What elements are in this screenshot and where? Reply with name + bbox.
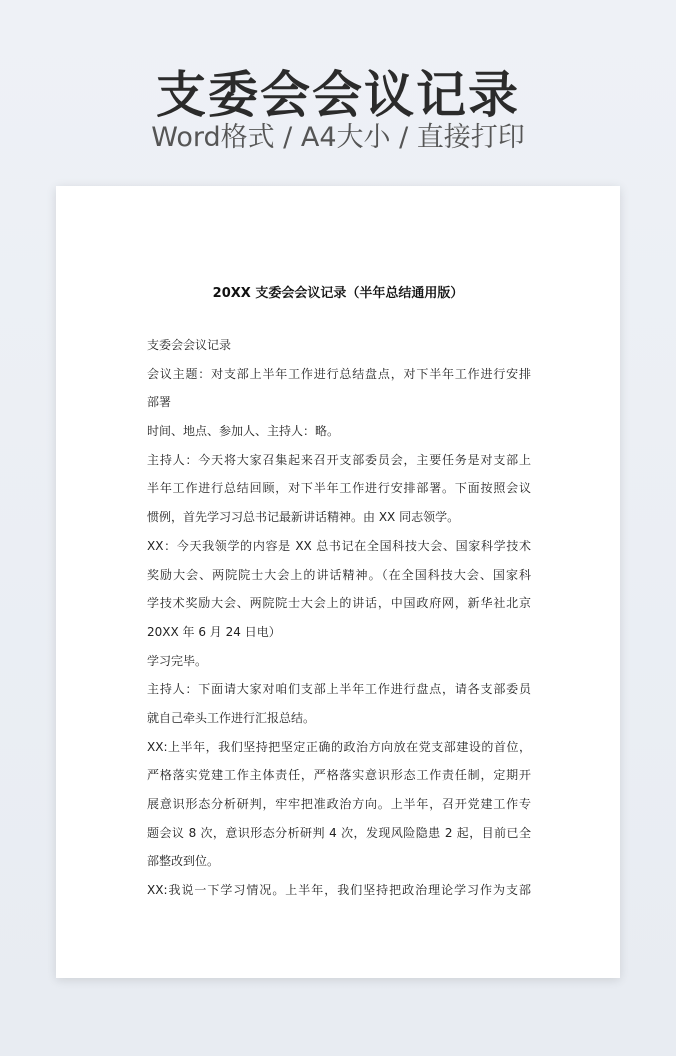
body-line: 主持人：下面请大家对咱们支部上半年工作进行盘点，请各支部委员 [147, 682, 531, 697]
body-line: 主持人：今天将大家召集起来召开支部委员会，主要任务是对支部上 [147, 452, 531, 467]
body-line: 展意识形态分析研判，牢牢把准政治方向。上半年，召开党建工作专 [147, 797, 531, 811]
body-line: 惯例，首先学习习总书记最新讲话精神。由 XX 同志领学。 [147, 510, 460, 525]
document-body [147, 331, 531, 905]
body-line: 严格落实党建工作主体责任，严格落实意识形态工作责任制，定期开 [147, 768, 531, 783]
body-line: 题会议 8 次，意识形态分析研判 4 次，发现风险隐患 2 起，目前已全 [147, 825, 531, 840]
body-line: 部署 [147, 395, 172, 410]
body-line: 时间、地点、参加人、主持人：略。 [147, 424, 340, 439]
document-title: 20XX 支委会会议记录（半年总结通用版） [212, 286, 464, 301]
body-line: 部整改到位。 [147, 854, 220, 869]
body-line: 支委会会议记录 [147, 338, 232, 352]
body-line: 就自己牵头工作进行汇报总结。 [147, 710, 316, 725]
body-line: XX：今天我领学的内容是 XX 总书记在全国科技大会、国家科学技术 [147, 538, 531, 553]
body-line: 奖励大会、两院院士大会上的讲话精神。（在全国科技大会、国家科 [147, 567, 531, 582]
hero-subtitle: Word格式 / A4大小 / 直接打印 [151, 122, 525, 153]
body-line: XX:我说一下学习情况。上半年，我们坚持把政治理论学习作为支部 [147, 883, 531, 898]
body-line: 学习完毕。 [147, 653, 208, 668]
document-page [56, 186, 620, 978]
body-line: 学技术奖励大会、两院院士大会上的讲话，中国政府网，新华社北京 [147, 596, 531, 611]
body-line: 会议主题：对支部上半年工作进行总结盘点，对下半年工作进行安排 [147, 366, 531, 381]
body-line: 20XX 年 6 月 24 日电） [147, 624, 281, 639]
body-line: 半年工作进行总结回顾，对下半年工作进行安排部署。下面按照会议 [147, 481, 531, 496]
body-line: XX:上半年，我们坚持把坚定正确的政治方向放在党支部建设的首位， [147, 739, 531, 754]
hero-title: 支委会会议记录 [156, 66, 520, 124]
